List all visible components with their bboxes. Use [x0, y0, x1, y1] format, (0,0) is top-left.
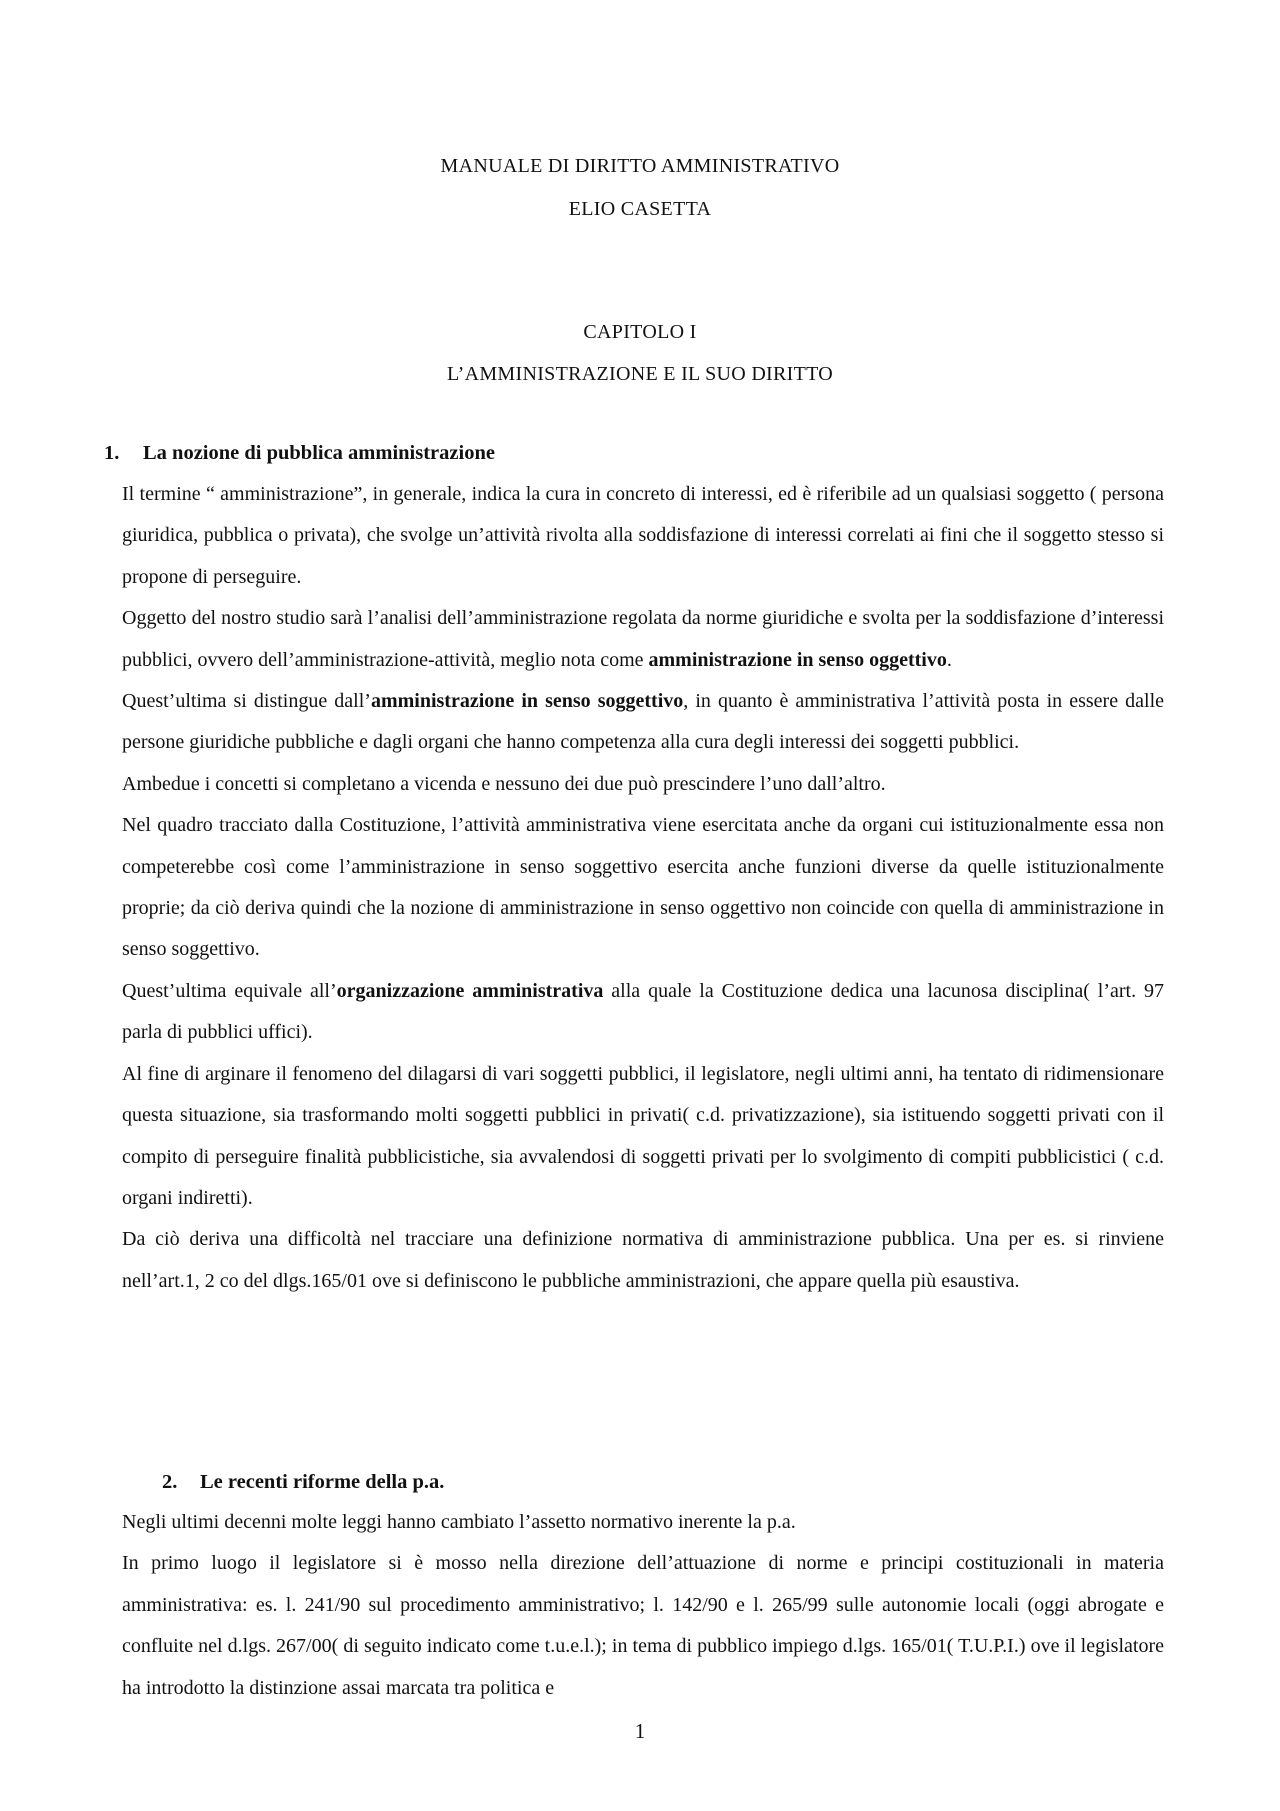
section-2-heading [162, 1468, 444, 1496]
paragraph: Al fine di arginare il fenomeno del dilagarsi di vari soggetti pubblici, il legislatore, negli ultimi anni, ha tentato di ridimensionare questa situazione, sia trasformando molti soggetti pubblici in privati( c.d. privatizzazione), sia istituendo soggetti privati con il compito di perseguire finalità pubblicistiche, sia avvalendosi di soggetti privati per lo svolgimento di compiti pubblicistici ( c.d. organi indiretti). [122, 1062, 1164, 1209]
section-1-title: La nozione di pubblica amministrazione [143, 442, 495, 464]
section-2-body [122, 1502, 1164, 1709]
section-1-number: 1. [104, 442, 120, 464]
paragraph: Da ciò deriva una difficoltà nel tracciare una definizione normativa di amministrazione pubblica. Una per es. si rinviene nell’art.1, 2 co del dlgs.165/01 ove si definiscono le pubbliche amministrazioni, che appare quella più esaustiva. [122, 1228, 1164, 1292]
paragraph: Quest’ultima equivale all’organizzazione amministrativa alla quale la Costituzione dedica una lacunosa disciplina( l’art. 97 parla di pubblici uffici). [122, 979, 1164, 1044]
page-number: 1 [634, 1719, 646, 1743]
paragraph: Quest’ultima si distingue dall’amministrazione in senso soggettivo, in quanto è amministrativa l’attività posta in essere dalle persone giuridiche pubbliche e dagli organi che hanno competenza alla cura degli interessi dei soggetti pubblici. [122, 690, 1165, 754]
section-2-number: 2. [162, 1471, 178, 1493]
section-1-body [122, 474, 1164, 1302]
paragraph: Nel quadro tracciato dalla Costituzione, l’attività amministrativa viene esercitata anche da organi cui istituzionalmente essa non competerebbe così come l’amministrazione in senso soggettivo esercita anche funzioni diverse da quelle istituzionalmente proprie; da ciò deriva quindi che la nozione di amministrazione in senso oggettivo non coincide con quella di amministrazione in senso soggettivo. [122, 814, 1164, 961]
bold-term: organizzazione amministrativa [336, 979, 604, 1002]
chapter-label: CAPITOLO I [583, 321, 697, 343]
bold-term: amministrazione in senso soggettivo [370, 690, 684, 713]
paragraph: In primo luogo il legislatore si è mosso nella direzione dell’attuazione di norme e principi costituzionali in materia amministrativa: es. l. 241/90 sul procedimento amministrativo; l. 142/90 e l. 265/99 sulle autonomie locali (oggi abrogate e confluite nel d.lgs. 267/00( di seguito indicato come t.u.e.l.); in tema di pubblico impiego d.lgs. 165/01( T.U.P.I.) ove il legislatore ha introdotto la distinzione assai marcata tra politica e [122, 1552, 1164, 1699]
paragraph: Negli ultimi decenni molte leggi hanno cambiato l’assetto normativo inerente la p.a. [122, 1511, 796, 1533]
paragraph: Ambedue i concetti si completano a vicenda e nessuno dei due può prescindere l’uno dall’altro. [122, 772, 886, 795]
book-title: MANUALE DI DIRITTO AMMINISTRATIVO [440, 155, 840, 177]
section-2-title: Le recenti riforme della p.a. [200, 1471, 445, 1493]
author-name: ELIO CASETTA [568, 198, 712, 220]
paragraph: Oggetto del nostro studio sarà l’analisi dell’amministrazione regolata da norme giuridiche e svolta per la soddisfazione d’interessi pubblici, ovvero dell’amministrazione-attività, meglio nota come amministrazione in senso oggettivo. [122, 607, 1164, 671]
section-1-heading [104, 439, 495, 467]
chapter-title: L’AMMINISTRAZIONE E IL SUO DIRITTO [446, 363, 834, 385]
bold-term: amministrazione in senso oggettivo [648, 648, 947, 671]
paragraph: Il termine “ amministrazione”, in generale, indica la cura in concreto di interessi, ed è riferibile ad un qualsiasi soggetto ( persona giuridica, pubblica o privata), che svolge un’attività rivolta alla soddisfazione di interessi correlati ai fini che il soggetto stesso si propone di perseguire. [122, 483, 1164, 588]
